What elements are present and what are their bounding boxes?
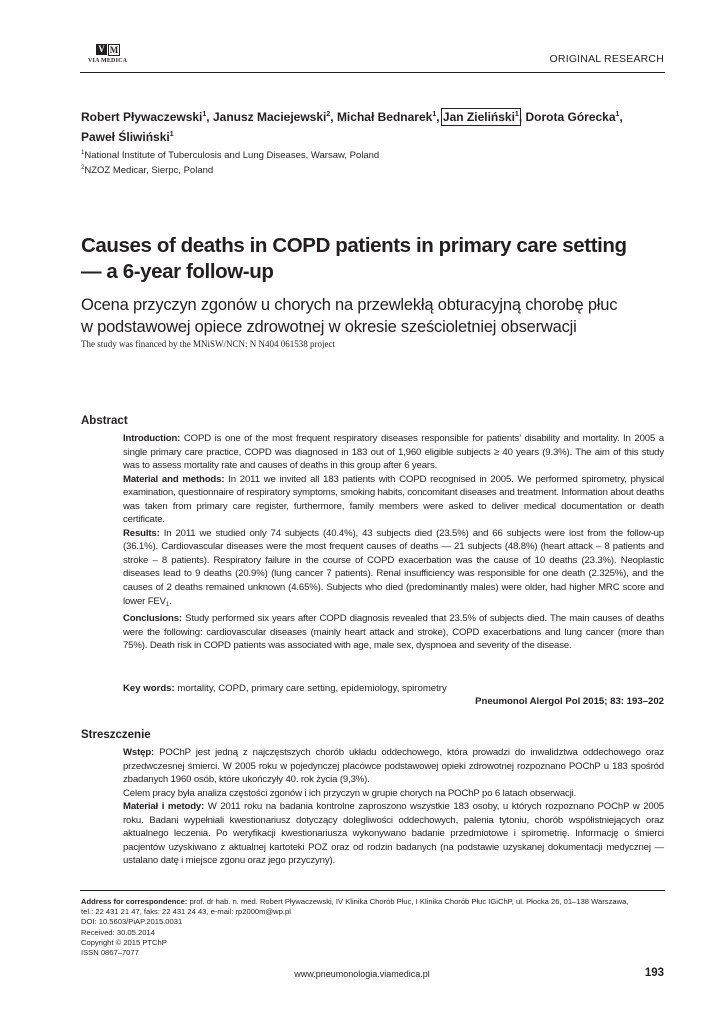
received-date: Received: 30.05.2014 — [81, 927, 155, 937]
publisher-logo — [88, 44, 128, 64]
affiliations — [81, 147, 581, 177]
correspondence-address: Address for correspondence: prof. dr hab. n. med. Robert Pływaczewski, IV Klinika Chorób Płuc, I Klinika Chorób Płuc IGiChP, ul. Płocka 26, 01–138 Warszawa, — [81, 897, 629, 906]
keywords: Key words: mortality, COPD, primary care setting, epidemiology, spirometry — [123, 683, 447, 694]
abstract-introduction: Introduction: COPD is one of the most frequent respiratory diseases responsible for patients’ disability and mortality. In 2005 a single primary care practice, COPD was diagnosed in 183 out of 1,960 eligible subjects ≥ 40 years (9.3%). The aim of this study was to assess mortality rate and causes of deaths in this group after 6 years. — [123, 433, 664, 472]
author: Paweł Śliwiński$^1$ — [81, 130, 174, 144]
header-divider — [80, 72, 665, 73]
page-number: 193 — [644, 967, 664, 979]
abstract-methods: Material and methods: In 2011 we invited all 183 patients with COPD recognised in 2005. We performed spirometry, physical examination, questionnaire of respiratory symptoms, smoking habits, concomitant diseases and treatment. Information about deaths was taken from primary care register, furthermore, family members were asked to deliver medical documentation or death certificate. — [123, 473, 664, 526]
issn: ISSN 0867–7077 — [81, 948, 139, 958]
streszczenie-wstep: Wstęp: POChP jest jedną z najczęstszych chorób układu oddechowego, która prowadzi do inwalidztwa oddechowego oraz przedwczesnej śmierci. W 2005 roku w pojedynczej placówce podstawowej opieki zdrowotnej rozpoznano POChP u 183 spośród zbadanych 1960 osób, które ukończyły 40. rok życia (9,3%). — [123, 747, 664, 786]
abstract-heading: Abstract — [81, 415, 128, 427]
doi: DOI: 10.5603/PiAP.2015.0031 — [81, 917, 183, 927]
abstract-body — [123, 432, 664, 653]
author-list — [81, 106, 671, 146]
journal-citation: Pneumonol Alergol Pol 2015; 83: 193–202 — [475, 696, 664, 707]
affiliation: $^2$NZOZ Medicar, Sierpc, Poland — [81, 165, 214, 176]
correspondence-footer — [81, 897, 665, 958]
section-label: ORIGINAL RESEARCH — [549, 53, 664, 65]
copyright: Copyright © 2015 PTChP — [81, 937, 167, 947]
footer-divider — [80, 890, 665, 891]
streszczenie-metody: Materiał i metody: W 2011 roku na badania kontrolne zaproszono wszystkie 183 osoby, u których rozpoznano POChP w 2005 roku. Badani wypełniali kwestionariusz dotyczący dolegliwości oddechowych, palenia tytoniu, chorób współistniejących oraz aktualnego leczenia. Po weryfikacji kwestionariusza wykonywano badanie przedmiotowe i spirometrię. Informację o śmierci pacjentów uzyskiwano z aktualnej kartoteki POZ oraz od rodzin badanych (na podstawie uzyskanej dokumentacji medycznej — ustalano datę i miejsce zgonu oraz jego przyczyny). — [123, 801, 664, 867]
correspondence-contact: tel.: 22 431 21 47, faks: 22 431 24 43, e-mail: rp2000m@wp.pl — [81, 907, 291, 917]
logo-letter-v: V — [96, 44, 107, 55]
author: Robert Pływaczewski$^1$, — [81, 110, 213, 124]
logo-letter-m: M — [109, 45, 119, 55]
author-highlighted: Jan Zieliński$^1$, — [442, 110, 526, 124]
streszczenie-heading: Streszczenie — [81, 729, 151, 741]
abstract-conclusions: Conclusions: Study performed six years after COPD diagnosis revealed that 23.5% of subjects died. The main causes of deaths were the following: cardiovascular diseases (mainly heart attack and stroke), COPD exacerbations and lung cancer (more than 75%). Death risk in COPD patients was associated with age, male sex, dyspnoea and severity of the disease. — [123, 613, 664, 652]
funding-note: The study was financed by the MNiSW/NCN: N N404 061538 project — [81, 339, 335, 349]
abstract-results: Results: In 2011 we studied only 74 subjects (40.4%), 43 subjects died (23.5%) and 66 subjects were lost from the follow-up (36.1%). Cardiovascular diseases were the most frequent causes of deaths — 21 subjects (48.8%) (heart attack – 8 patients and stroke – 8 patients). Respiratory failure in the course of COPD exacerbation was the cause of 10 deaths (23.3%). Neoplastic diseases lead to 9 deaths (20.9%) (lung cancer 7 patients). Renal insufficiency was responsible for one death (2.325%), and the causes of 2 deaths remained unknown (4.65%). Subjects who died (predominantly males) were older, had higher MRC score and lower $FEV_1$. — [123, 527, 664, 608]
author: Janusz Maciejewski$^2$, — [212, 110, 337, 124]
author: Dorota Górecka$^1$, — [525, 110, 623, 124]
article-title: Causes of deaths in COPD patients in primary care setting — a 6-year follow-up — [81, 234, 627, 283]
journal-website: www.pneumonologia.viamedica.pl — [294, 969, 430, 979]
streszczenie-cel: Celem pracy była analiza częstości zgonów i ich przyczyn w grupie chorych na POChP po 6 latach obserwacji. — [123, 787, 577, 799]
streszczenie-body — [123, 746, 664, 868]
logo-text: VIA MEDICA — [88, 58, 128, 64]
affiliation: $^1$National Institute of Tuberculosis and Lung Diseases, Warsaw, Poland — [81, 150, 380, 161]
article-subtitle-polish: Ocena przyczyn zgonów u chorych na przewlekłą obturacyjną chorobę płuc w podstawowej opiece zdrowotnej w okresie sześcioletniej obserwacji — [81, 296, 618, 336]
author: Michał Bednarek$^1$, — [336, 110, 443, 124]
